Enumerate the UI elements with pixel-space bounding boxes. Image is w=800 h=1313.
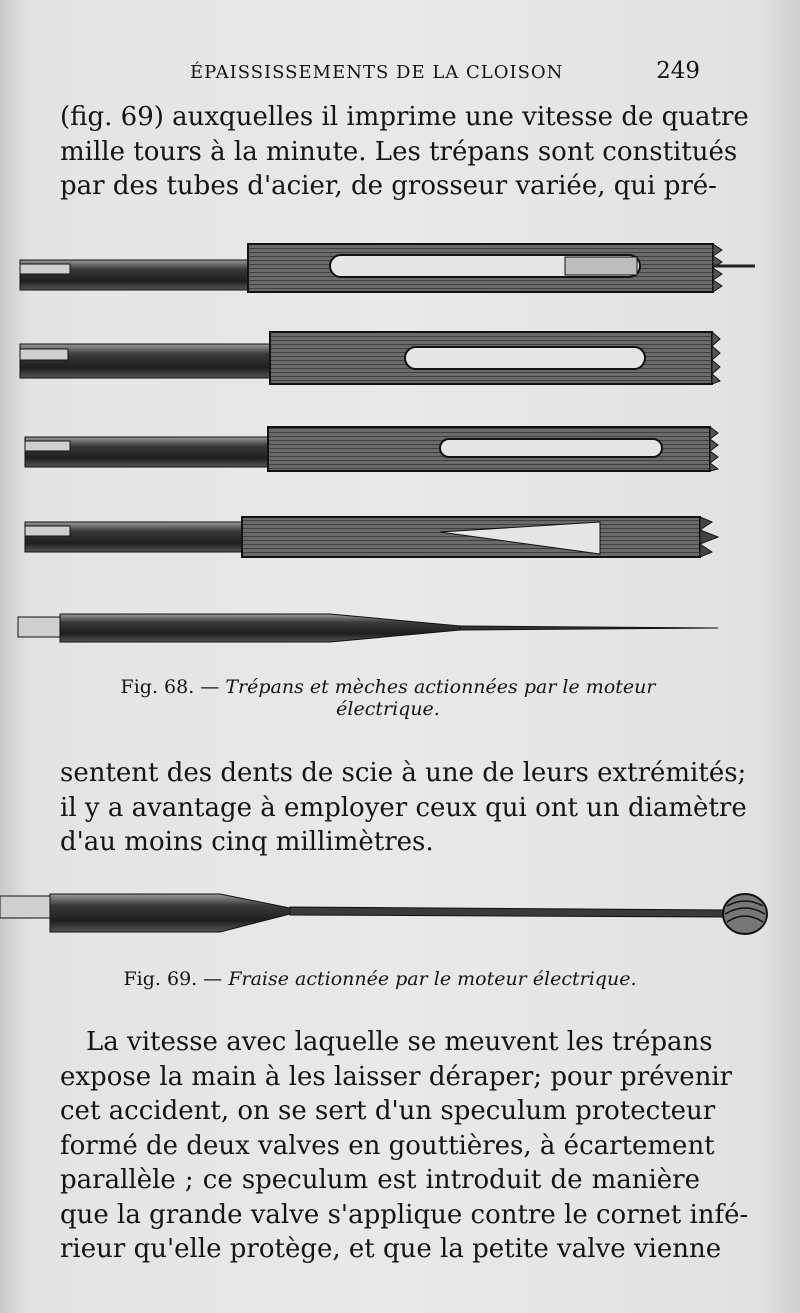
text-line: mille tours à la minute. Les trépans sont constitués: [60, 136, 738, 167]
page-number: 249: [656, 58, 700, 84]
figure-68-label: Fig. 68. —: [120, 676, 220, 698]
text-line: cet accident, on se sert d'un speculum protecteur: [60, 1096, 716, 1126]
text-line: expose la main à les laisser déraper; pour prévenir: [60, 1061, 733, 1092]
text-line: par des tubes d'acier, de grosseur variée, qui pré-: [60, 171, 717, 201]
paragraph-3: [60, 1025, 749, 1267]
drill-tool-4: [25, 517, 718, 557]
text-line: d'au moins cinq millimètres.: [60, 827, 434, 857]
drill-tool-5: [18, 614, 718, 642]
figure-69-caption-text: Fraise actionnée par le moteur électrique.: [228, 968, 637, 990]
text-line: (fig. 69) auxquelles il imprime une vitesse de quatre: [60, 102, 749, 132]
trepan-tool-1: [20, 244, 755, 292]
trepan-tool-3: [25, 427, 718, 471]
running-title: ÉPAISSISSEMENTS DE LA CLOISON: [190, 62, 564, 83]
trepan-tool-2: [20, 332, 720, 384]
figure-68-caption-line2: électrique.: [336, 698, 440, 720]
paragraph-2: [60, 756, 747, 860]
trepans-figure-68: [0, 232, 800, 662]
paragraph-1: [60, 100, 749, 204]
text-line: que la grande valve s'applique contre le cornet infé-: [60, 1199, 749, 1230]
text-line: formé de deux valves en gouttières, à écartement: [60, 1130, 715, 1161]
text-line: sentent des dents de scie à une de leurs extrémités;: [60, 758, 747, 788]
text-line: il y a avantage à employer ceux qui ont un diamètre: [60, 792, 747, 823]
figure-69-caption: [80, 968, 680, 990]
text-line: parallèle ; ce speculum est introduit de manière: [60, 1165, 700, 1195]
burr-figure-69: [0, 880, 800, 950]
text-line: rieur qu'elle protège, et que la petite valve vienne: [60, 1234, 722, 1264]
figure-69-label: Fig. 69. —: [123, 968, 223, 990]
figure-68-caption-line1: Trépans et mèches actionnées par le moteur: [225, 676, 656, 698]
burr-tool: [0, 894, 767, 934]
text-line: La vitesse avec laquelle se meuvent les trépans: [86, 1027, 713, 1057]
page-header: [190, 58, 700, 88]
figure-68-caption: [88, 676, 688, 720]
